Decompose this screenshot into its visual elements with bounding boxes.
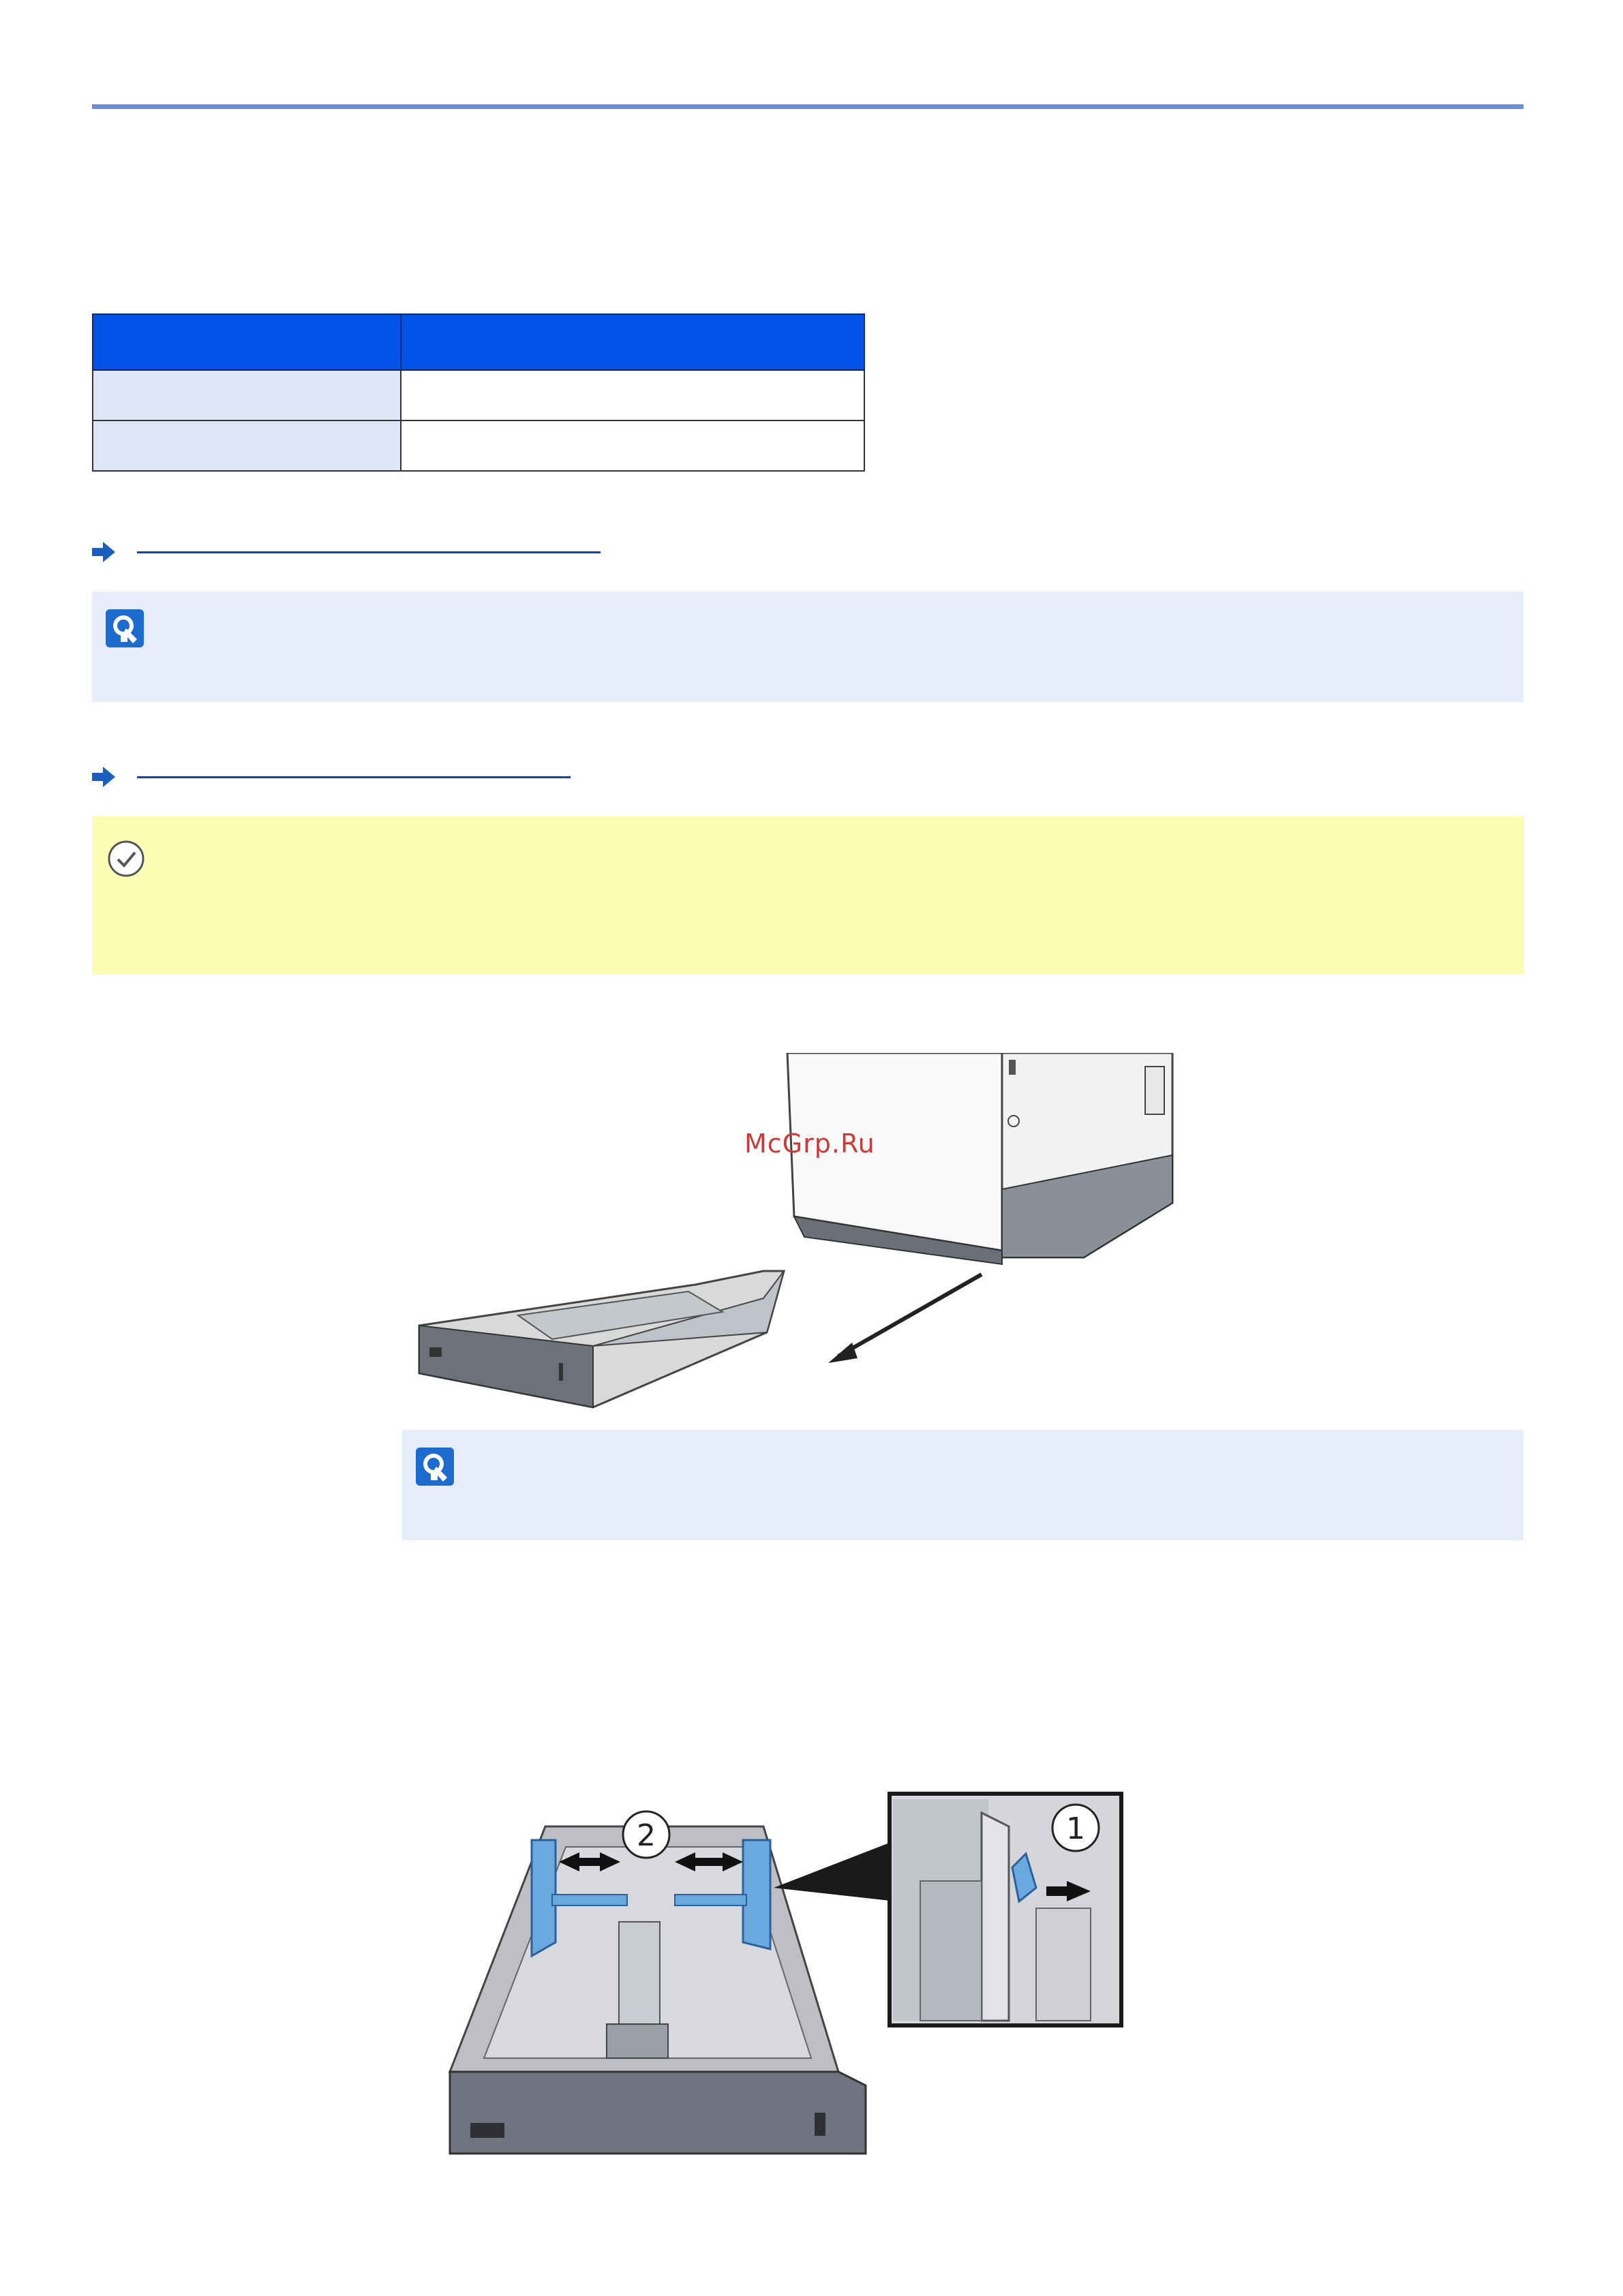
reference-link-2[interactable]	[92, 763, 571, 791]
note-callout-2	[402, 1430, 1523, 1540]
check-circle-icon	[107, 840, 145, 878]
note-hint-icon	[106, 609, 144, 647]
note-callout-1	[92, 592, 1523, 702]
callout-label-2: 2	[637, 1818, 656, 1853]
arrow-right-icon	[92, 767, 115, 787]
figure-remove-cassette	[402, 1053, 1186, 1421]
important-callout	[92, 816, 1523, 975]
table-cell	[401, 420, 864, 471]
reference-link-1[interactable]	[92, 538, 601, 566]
header-rule	[92, 104, 1523, 109]
figure-adjust-guides	[443, 1786, 1138, 2174]
table-cell	[93, 370, 401, 420]
link-underline	[137, 551, 601, 553]
note-hint-icon	[416, 1448, 454, 1486]
link-underline	[137, 776, 571, 778]
watermark: McGrp.Ru	[744, 1129, 875, 1159]
arrow-right-icon	[92, 542, 115, 562]
callout-label-1: 1	[1066, 1811, 1085, 1846]
table-cell	[93, 420, 401, 471]
spec-table	[92, 313, 865, 472]
table-row	[93, 420, 864, 471]
table-header-cell	[401, 314, 864, 370]
table-row	[93, 370, 864, 420]
table-cell	[401, 370, 864, 420]
table-header-row	[93, 314, 864, 370]
table-header-cell	[93, 314, 401, 370]
